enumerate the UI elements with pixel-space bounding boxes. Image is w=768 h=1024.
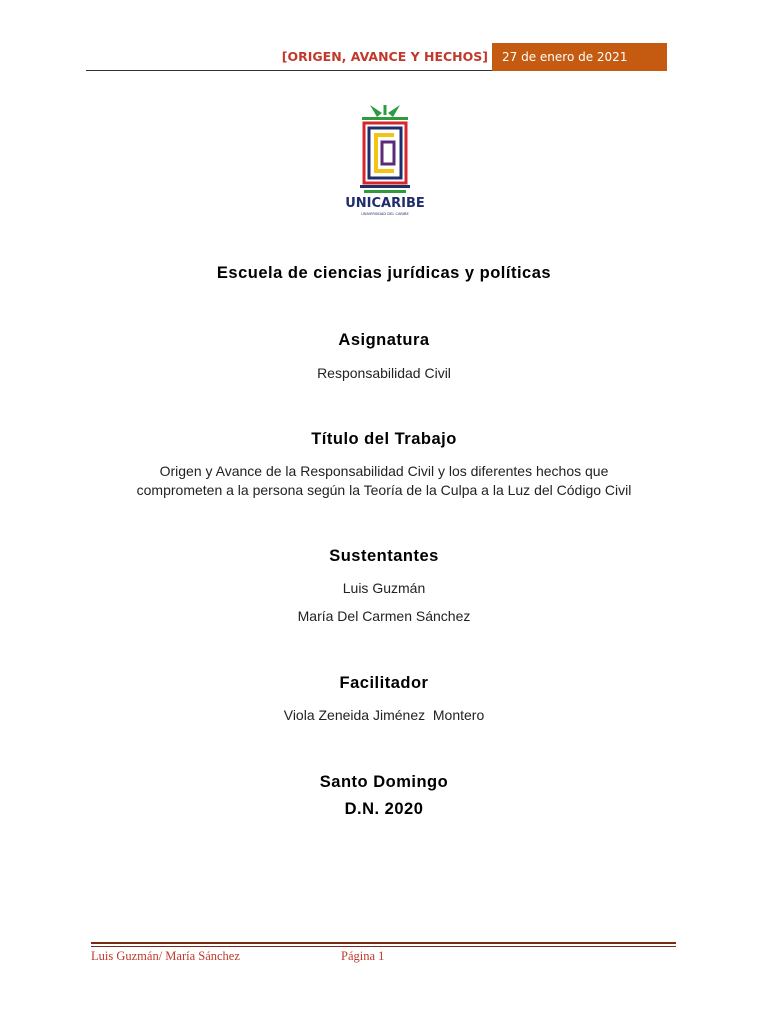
header-rule	[86, 70, 492, 71]
footer-rule	[91, 946, 676, 947]
footer-authors: Luis Guzmán/ María Sánchez	[91, 949, 240, 963]
logo-subtitle: UNIVERSIDAD DEL CARIBE	[361, 212, 409, 216]
facilitator-heading: Facilitador	[339, 674, 429, 692]
work-title-line2: comprometen a la persona según la Teoría de la Culpa a la Luz del Código Civil	[136, 482, 632, 498]
authors-heading: Sustentantes	[329, 547, 439, 565]
author-name: María Del Carmen Sánchez	[297, 608, 471, 624]
year: D.N. 2020	[344, 800, 424, 818]
facilitator-name: Viola Zeneida Jiménez Montero	[283, 707, 485, 723]
subject-value: Responsabilidad Civil	[317, 365, 451, 381]
author-name: Luis Guzmán	[342, 580, 426, 596]
header-title: [ORIGEN, AVANCE Y HECHOS]	[281, 49, 488, 64]
school-name: Escuela de ciencias jurídicas y políticas	[216, 264, 552, 282]
logo-emblem	[340, 97, 430, 235]
logo-name: UNICARIBE	[345, 196, 425, 211]
footer-rule	[91, 942, 676, 944]
work-title-heading: Título del Trabajo	[311, 430, 457, 448]
unicaribe-logo	[340, 97, 430, 235]
work-title-line1: Origen y Avance de la Responsabilidad Civil y los diferentes hechos que	[159, 463, 609, 479]
footer-page-number: Página 1	[341, 949, 385, 963]
header-date: 27 de enero de 2021	[492, 43, 667, 71]
subject-heading: Asignatura	[338, 331, 430, 349]
city: Santo Domingo	[319, 773, 449, 791]
